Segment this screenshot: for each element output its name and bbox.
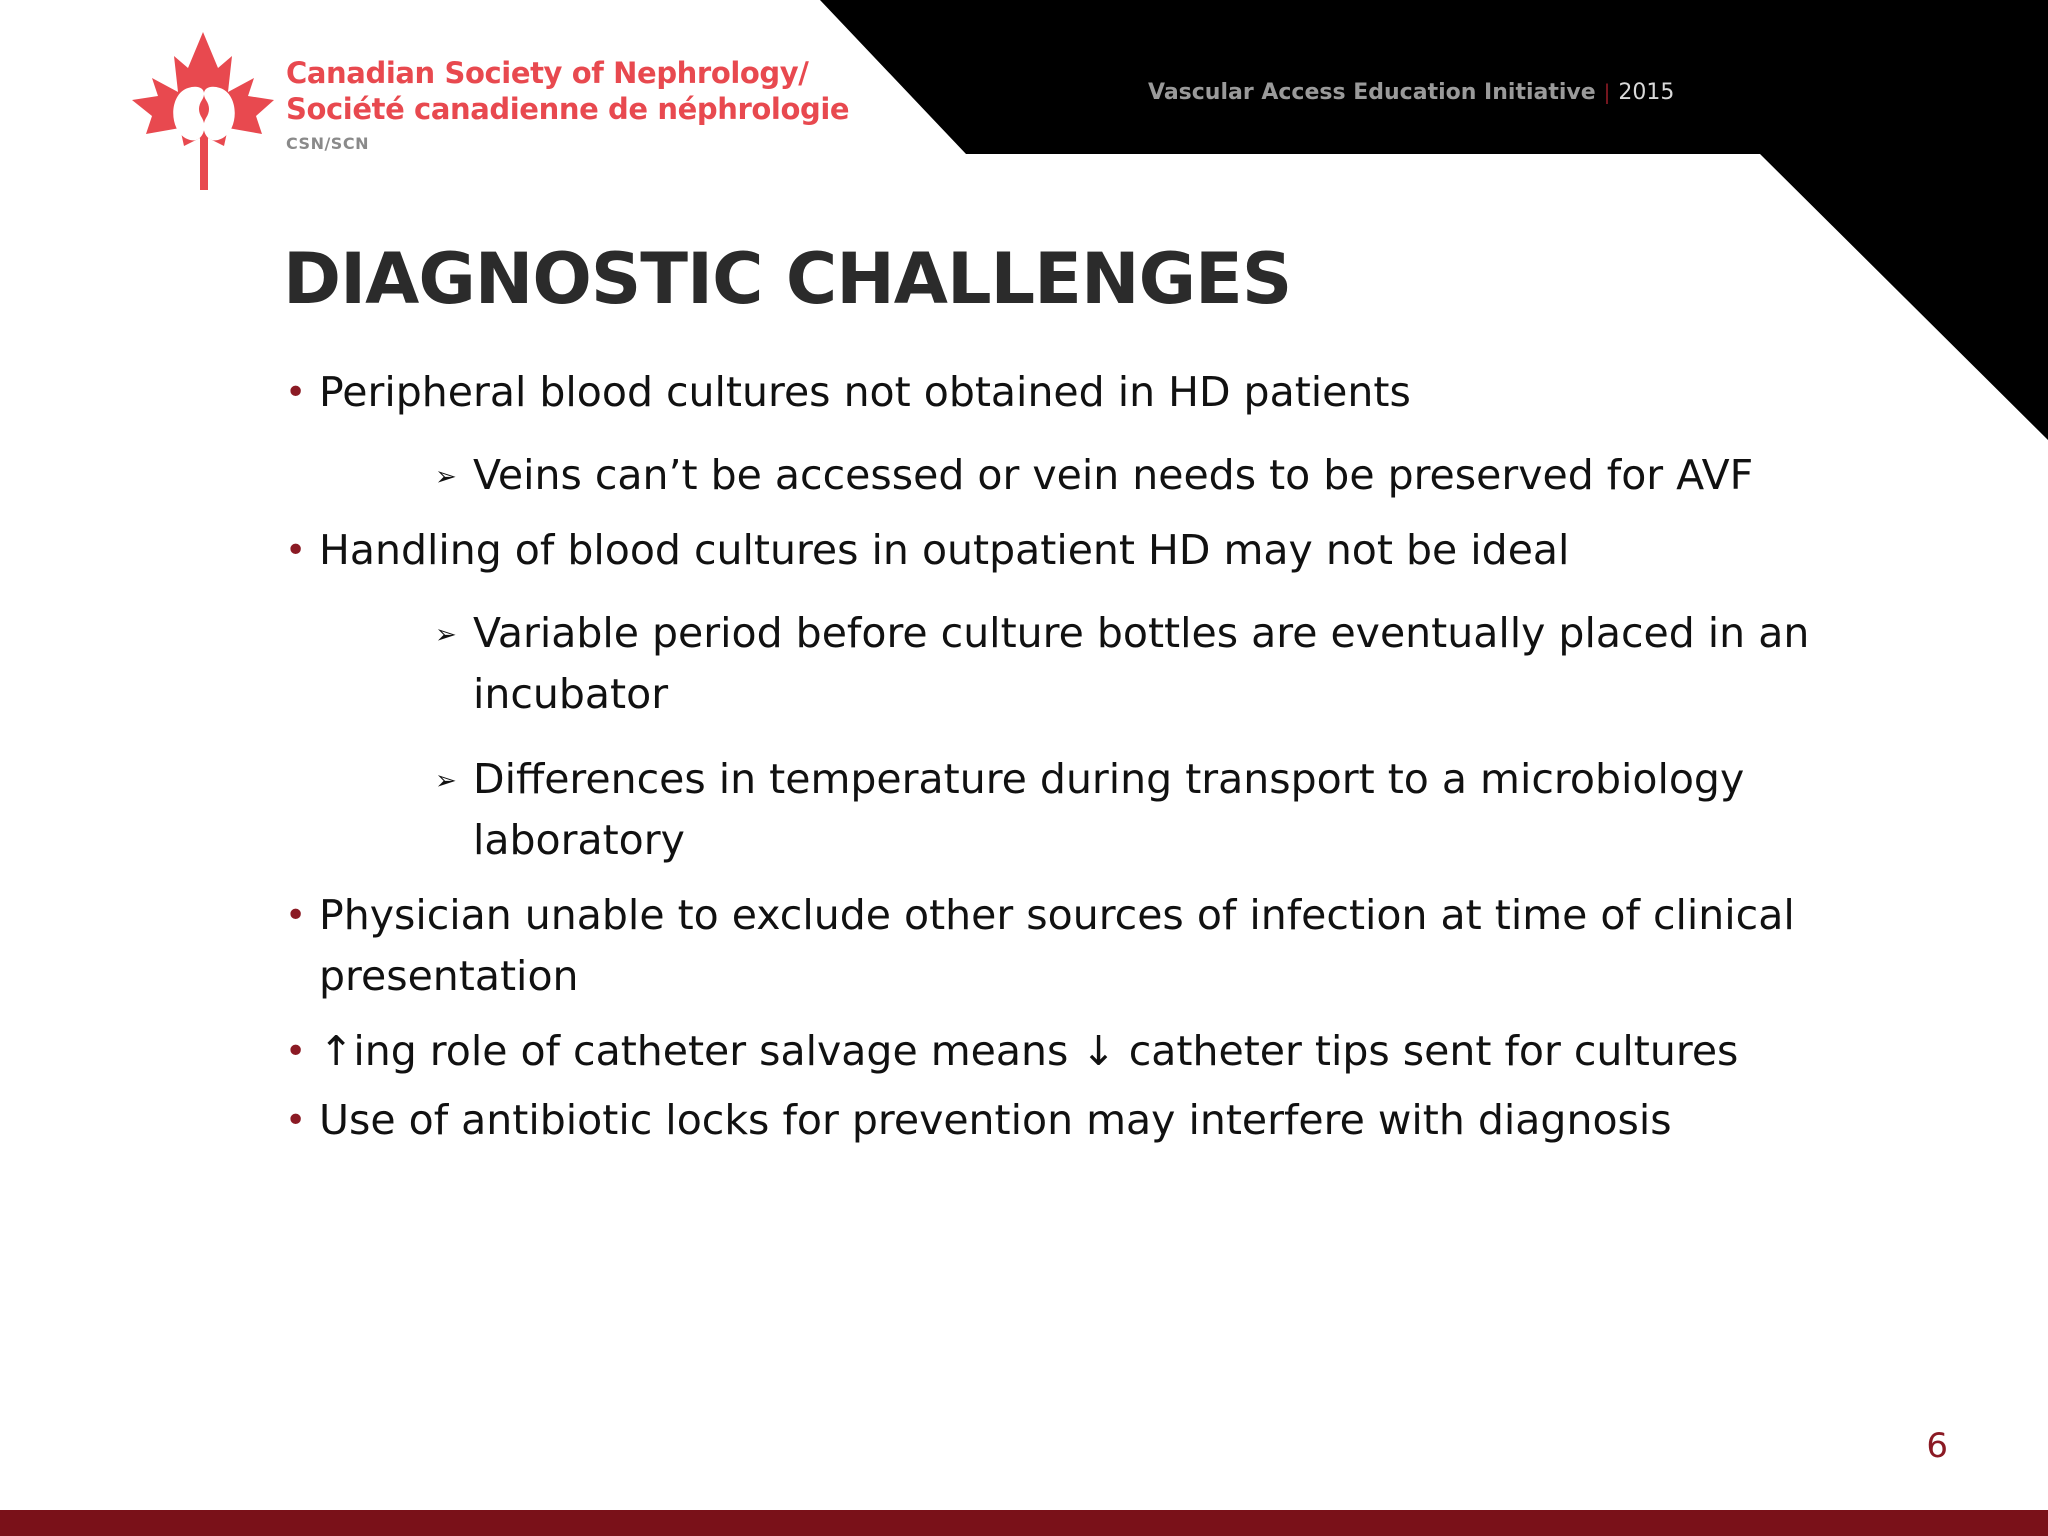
sub-bullet-text: Veins can’t be accessed or vein needs to be preserved for AVF [473, 451, 1754, 499]
header-caption [1148, 80, 1674, 105]
page-number: 6 [1926, 1426, 1948, 1466]
org-abbreviation: CSN/SCN [286, 134, 369, 153]
arrowhead-bullet-icon: ➢ [435, 462, 457, 492]
maple-leaf-kidney-icon [128, 30, 278, 195]
sub-bullet-text: Differences in temperature during transport to a microbiology laboratory [473, 755, 1745, 864]
bullet-item [283, 1090, 1843, 1151]
bullet-dot: • [285, 1031, 307, 1072]
bullet-dot: • [285, 372, 307, 413]
bullet-text: ↑ing role of catheter salvage means ↓ catheter tips sent for cultures [319, 1027, 1739, 1075]
sub-bullet-item [283, 749, 1843, 871]
org-name-english: Canadian Society of Nephrology/ [286, 56, 809, 90]
sub-bullet-item [283, 445, 1843, 506]
bullet-list [283, 362, 1843, 1151]
sub-bullet-text: Variable period before culture bottles are eventually placed in an incubator [473, 609, 1810, 718]
bullet-item [283, 885, 1843, 1007]
org-name-french: Société canadienne de néphrologie [286, 92, 850, 126]
arrowhead-bullet-icon: ➢ [435, 766, 457, 796]
csn-logo [128, 30, 850, 200]
initiative-name: Vascular Access Education Initiative [1148, 80, 1596, 105]
sub-bullet-item [283, 603, 1843, 725]
bullet-text: Physician unable to exclude other sources of infection at time of clinical presentation [319, 891, 1795, 1000]
bullet-text: Handling of blood cultures in outpatient HD may not be ideal [319, 526, 1570, 574]
bullet-item [283, 520, 1843, 581]
bullet-text: Peripheral blood cultures not obtained in HD patients [319, 368, 1411, 416]
header-separator: | [1603, 80, 1611, 104]
footer-bar [0, 1510, 2048, 1536]
slide-title: DIAGNOSTIC CHALLENGES [283, 238, 1292, 320]
header-year: 2015 [1618, 80, 1675, 105]
bullet-dot: • [285, 895, 307, 936]
bullet-text: Use of antibiotic locks for prevention may interfere with diagnosis [319, 1096, 1672, 1144]
arrowhead-bullet-icon: ➢ [435, 620, 457, 650]
bullet-item [283, 1021, 1843, 1082]
bullet-dot: • [285, 1100, 307, 1141]
bullet-item [283, 362, 1843, 423]
bullet-dot: • [285, 530, 307, 571]
